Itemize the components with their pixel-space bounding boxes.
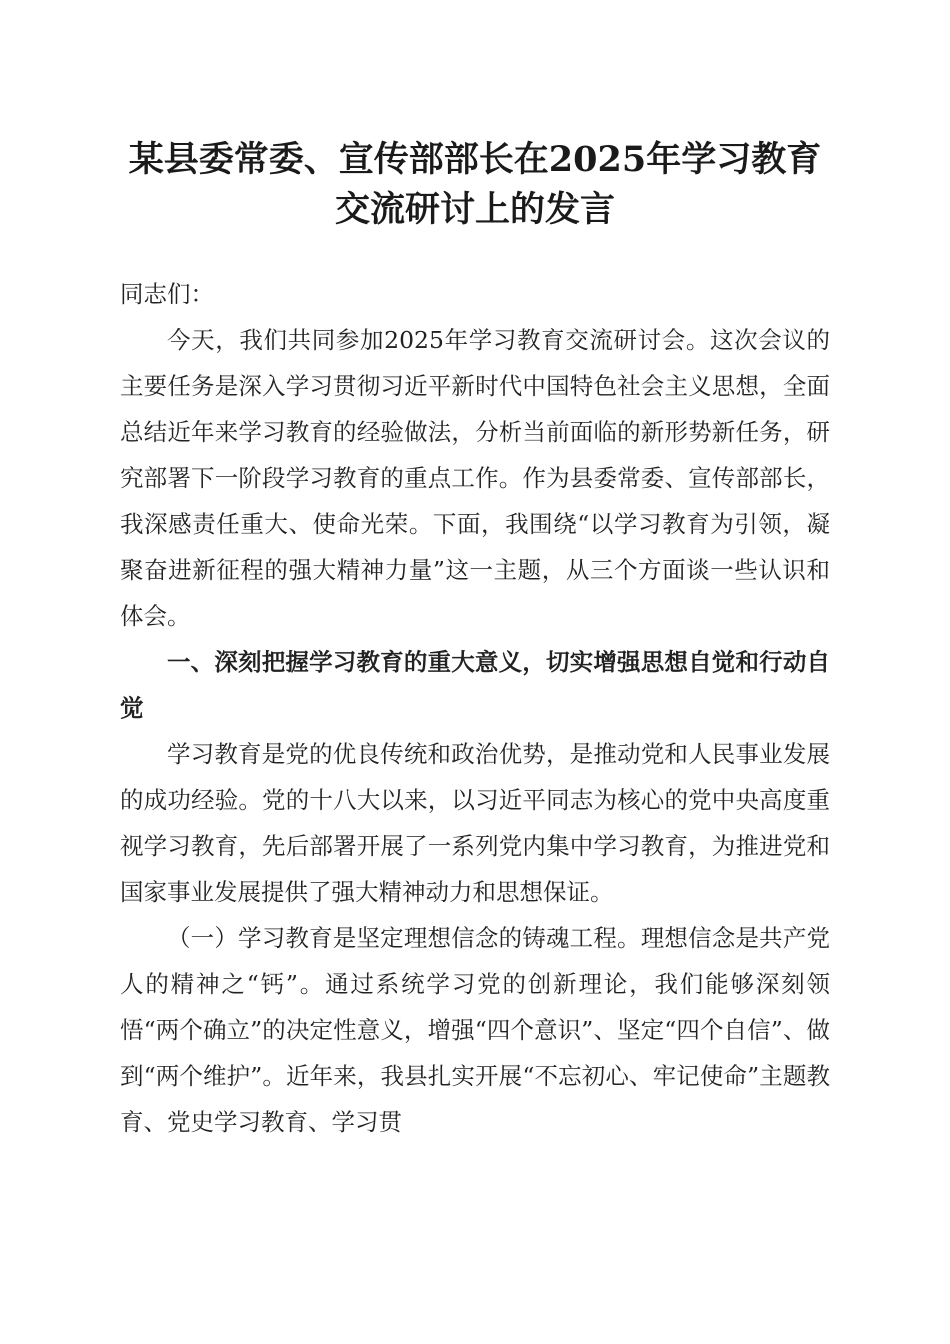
salutation: 同志们： [120,280,214,308]
subsection-heading-1: （一）学习教育是坚定理想信念的铸魂工程。 [167,924,641,952]
subsection-text-1: 理想信念是共产党人的精神之“钙”。通过系统学习党的创新理论，我们能够深刻领悟“两个确立”的决定性意义，增强“四个意识”、坚定“四个自信”、做到“两个维护”。近年来，我县扎实开展“不忘初心、牢记使命”主题教育、党史学习教育、学习贯 [120,924,830,1136]
document-title-line2: 交流研讨上的发言 [334,189,615,230]
paragraph-section1: 学习教育是党的优良传统和政治优势，是推动党和人民事业发展的成功经验。党的十八大以来，以习近平同志为核心的党中央高度重视学习教育，先后部署开展了一系列党内集中学习教育，为推进党和国家事业发展提供了强大精神动力和思想保证。 [120,740,830,906]
document-body [120,271,830,1145]
paragraph-intro: 今天，我们共同参加2025年学习教育交流研讨会。这次会议的主要任务是深入学习贯彻习近平新时代中国特色社会主义思想，全面总结近年来学习教育的经验做法，分析当前面临的新形势新任务，研究部署下一阶段学习教育的重点工作。作为县委常委、宣传部部长，我深感责任重大、使命光荣。下面，我围绕“以学习教育为引领，凝聚奋进新征程的强大精神力量”这一主题，从三个方面谈一些认识和体会。 [120,326,830,630]
document-title-line1: 某县委常委、宣传部部长在2025年学习教育 [128,139,822,180]
section-heading-1: 一、深刻把握学习教育的重大意义，切实增强思想自觉和行动自觉 [120,648,830,722]
paragraph-subsection1 [120,915,830,1145]
